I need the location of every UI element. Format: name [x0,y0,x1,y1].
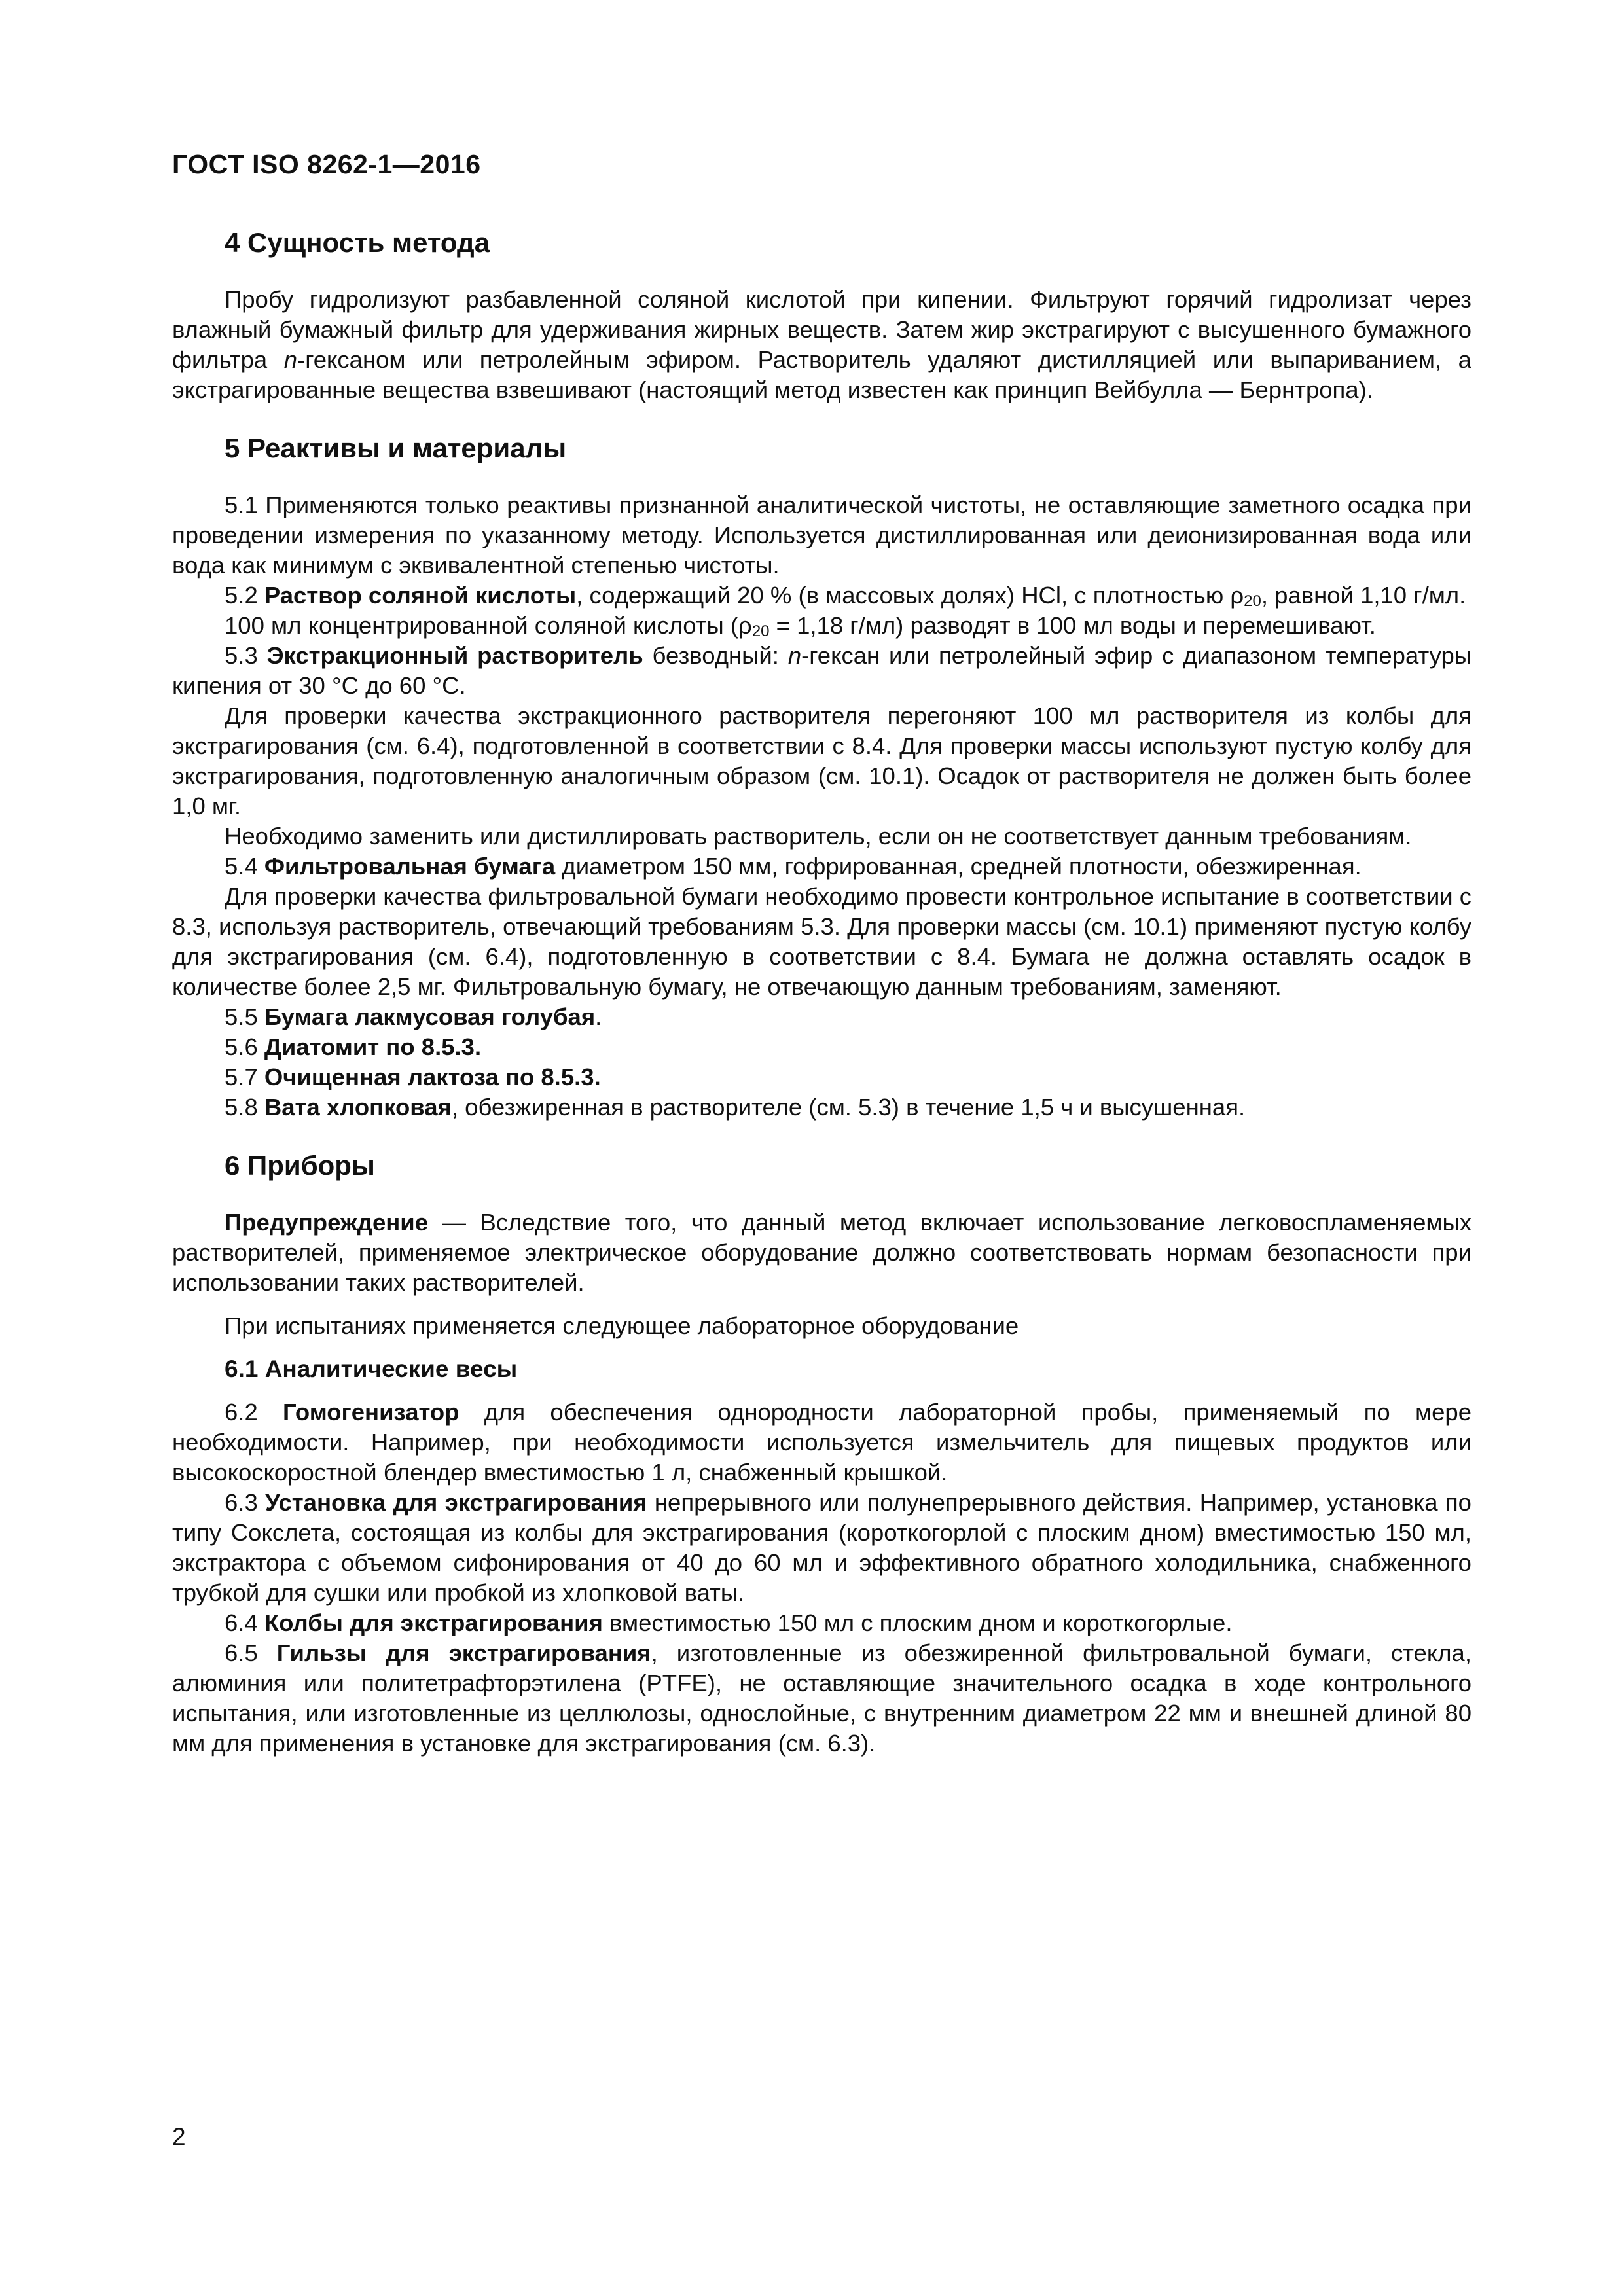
section-4-title: 4 Сущность метода [225,227,490,258]
clause-5-1: 5.1 Применяются только реактивы признанной аналитической чистоты, не оставляющие заметного осадка при проведении измерения по указанному методу. Используется дистиллированная или деионизированная вода или вода как минимум с эквивалентной степенью чистоты. [172,492,1471,579]
clause-6-4: 6.4 Колбы для экстрагирования вместимостью 150 мл с плоским дном и короткогорлые. [225,1609,1233,1636]
clause-5-2: 5.2 Раствор соляной кислоты, содержащий 20 % (в массовых долях) HCl, с плотностью $\rho_{20}$, равной 1,10 г/мл. [225,582,1466,610]
page-number: 2 [172,2123,186,2150]
section-5 [172,431,1471,1122]
clause-6-5: 6.5 Гильзы для экстрагирования, изготовленные из обезжиренной фильтровальной бумаги, стекла, алюминия или политетрафторэтилена (PTFE), не оставляющие значительного осадка в ходе контрольного испытания, или изготовленные из целлюлозы, однослойные, с внутренним диаметром 22 мм и внешней длиной 80 мм для применения в установке для экстрагирования (см. 6.3). [172,1640,1471,1757]
clause-5-8: 5.8 Вата хлопковая, обезжиренная в растворителе (см. 5.3) в течение 1,5 ч и высушенная. [225,1094,1246,1121]
document-header: ГОСТ ISO 8262-1—2016 [172,149,481,179]
clause-6-1: 6.1 Аналитические весы [225,1355,518,1382]
clause-6-2: 6.2 Гомогенизатор для обеспечения однородности лабораторной пробы, применяемый по мере необходимости. Например, при необходимости используется измельчитель для пищевых продуктов или высокоскоростной блендер вместимостью 1 л, снабженный крышкой. [172,1399,1471,1486]
document-body [172,226,1471,1785]
clause-5-3-check: Для проверки качества экстракционного растворителя перегоняют 100 мл растворителя из колбы для экстрагирования (см. 6.4), подготовленной в соответствии с 8.4. Для проверки массы используют пустую колбу для экстрагирования, подготовленную аналогичным образом (см. 10.1). Осадок от растворителя не должен быть более 1,0 мг. [172,702,1471,819]
clause-5-6: 5.6 Диатомит по 8.5.3. [225,1033,482,1060]
warning-paragraph: Предупреждение — Вследствие того, что данный метод включает использование легковоспламеняемых растворителей, применяемое электрическое оборудование должно соответствовать нормам безопасности при использовании таких растворителей. [172,1209,1471,1296]
clause-5-3: 5.3 Экстракционный растворитель безводный: n-гексан или петролейный эфир с диапазоном температуры кипения от 30 °С до 60 °С. [172,642,1471,699]
section-5-title: 5 Реактивы и материалы [225,433,567,463]
clause-5-4-check: Для проверки качества фильтровальной бумаги необходимо провести контрольное испытание в соответствии с 8.3, используя растворитель, отвечающий требованиям 5.3. Для проверки массы (см. 10.1) применяют пустую колбу для экстрагирования (см. 6.4), подготовленную в соответствии с 8.4. Бумага не должна оставлять осадок в количестве более 2,5 мг. Фильтровальную бумагу, не отвечающую данным требованиям, заменяют. [172,883,1471,1000]
clause-5-4: 5.4 Фильтровальная бумага диаметром 150 мм, гофрированная, средней плотности, обезжиренная. [225,853,1362,880]
section-6-title: 6 Приборы [225,1150,375,1181]
clause-5-2-note: 100 мл концентрированной соляной кислоты ($\rho_{20} = 1,18$ г/мл) разводят в 100 мл воды и перемешивают. [225,612,1376,640]
section-4 [172,226,1471,405]
clause-5-5: 5.5 Бумага лакмусовая голубая. [225,1003,602,1030]
clause-6-3: 6.3 Установка для экстрагирования непрерывного или полунепрерывного действия. Например, установка по типу Сокслета, состоящая из колбы для экстрагирования (короткогорлой с плоским дном) вместимостью 150 мл, экстрактора с объемом сифонирования от 40 до 60 мл и эффективного обратного холодильника, снабженного трубкой для сушки или пробкой из хлопковой ваты. [172,1489,1471,1606]
section-6 [172,1149,1471,1759]
clause-5-7: 5.7 Очищенная лактоза по 8.5.3. [225,1064,601,1090]
clause-5-3-replace: Необходимо заменить или дистиллировать растворитель, если он не соответствует данным требованиям. [225,823,1412,850]
section-4-paragraph: Пробу гидролизуют разбавленной соляной кислотой при кипении. Фильтруют горячий гидролизат через влажный бумажный фильтр для удерживания жирных веществ. Затем жир экстрагируют с высушенного бумажного фильтра n-гексаном или петролейным эфиром. Растворитель удаляют дистилляцией или выпариванием, а экстрагированные вещества взвешивают (настоящий метод известен как принцип Вейбулла — Бернтропа). [172,286,1471,403]
equipment-intro: При испытаниях применяется следующее лабораторное оборудование [225,1312,1019,1339]
